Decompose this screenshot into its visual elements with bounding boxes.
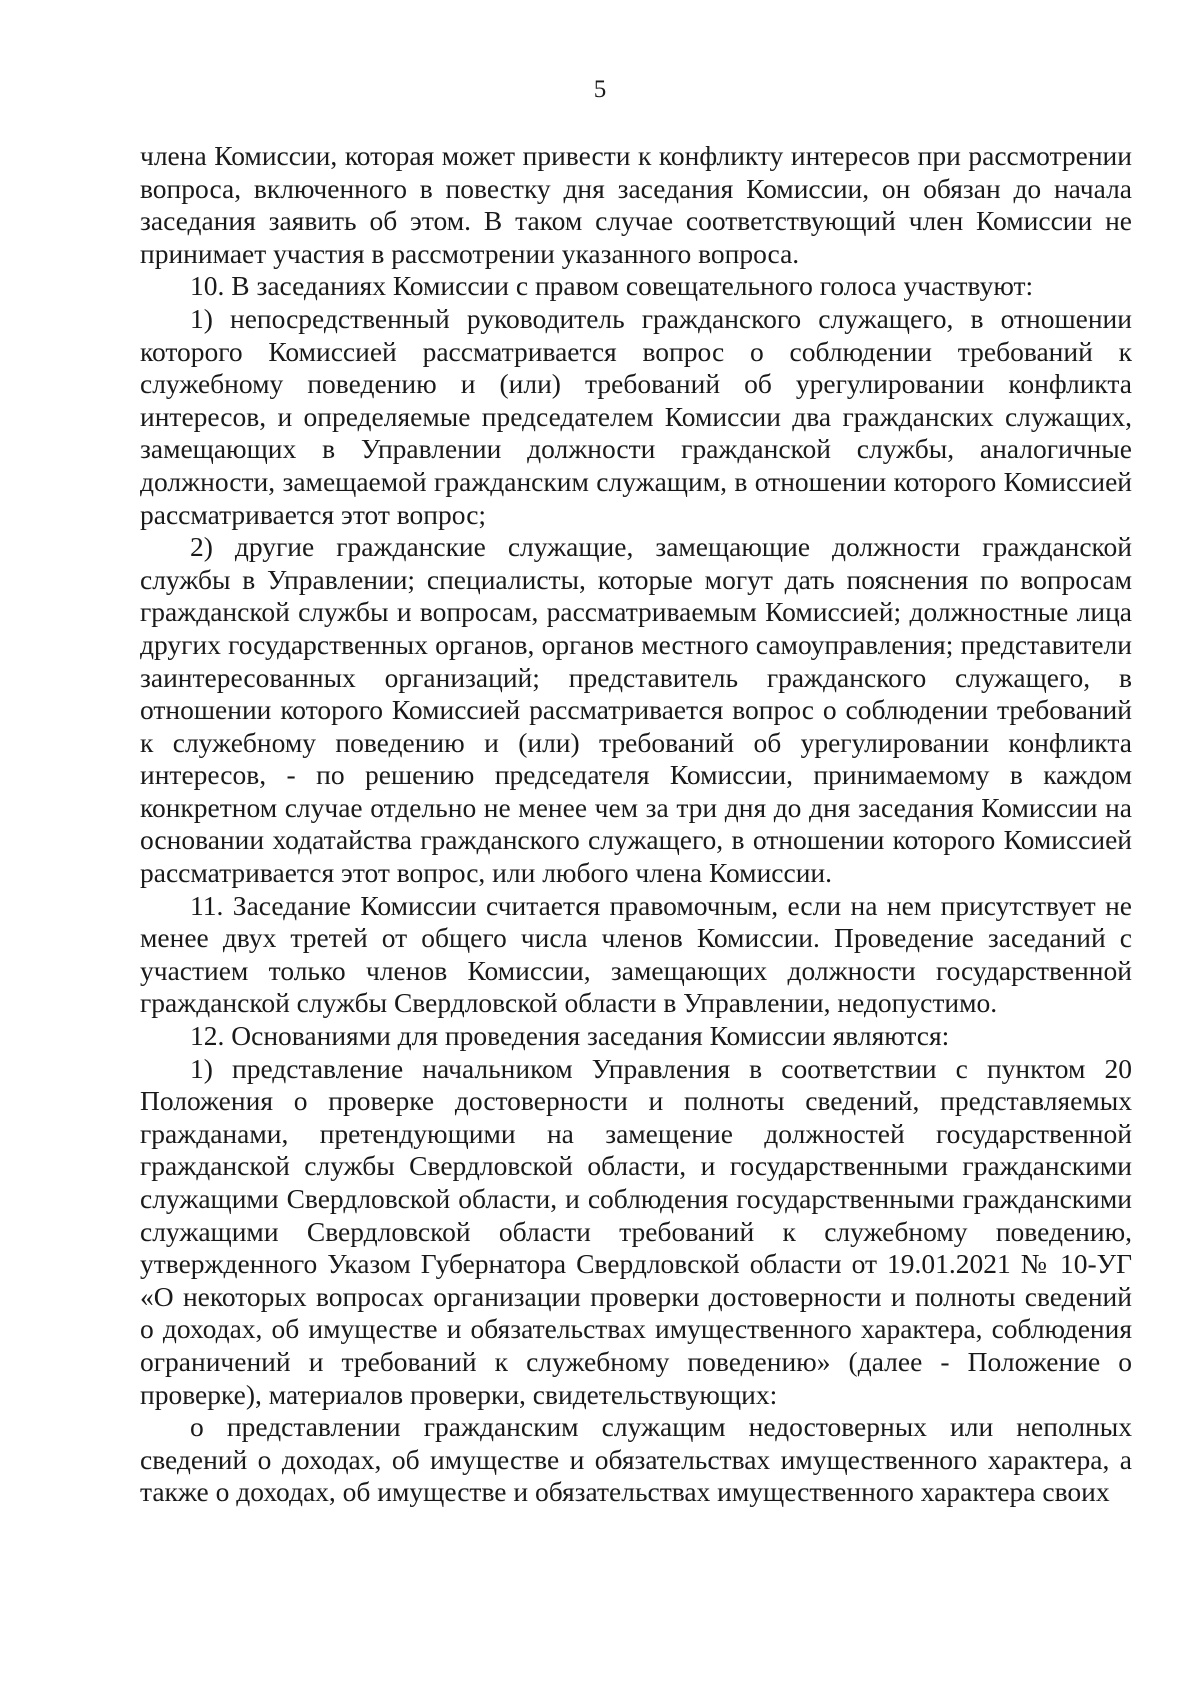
- paragraph-item-10: 10. В заседаниях Комиссии с правом совещательного голоса участвуют:: [190, 270, 1034, 302]
- paragraph-item-11: 11. Заседание Комиссии считается правомочным, если на нем присутствует не менее двух третей от общего числа членов Комиссии. Проведение заседаний с участием только членов Комиссии, замещающих должности государственной гражданской службы Свердловской области в Управлении, недопустимо.: [140, 889, 1132, 1019]
- paragraph-item-10-2: 2) другие гражданские служащие, замещающие должности гражданской службы в Управлении; специалисты, которые могут дать пояснения по вопросам гражданской службы и вопросам, рассматриваемым Комиссией; должностные лица других государственных органов, органов местного самоуправления; представители заинтересованных организаций; представитель гражданского служащего, в отношении которого Комиссией рассматривается вопрос о соблюдении требований к служебному поведению и (или) требований об урегулировании конфликта интересов, - по решению председателя Комиссии, принимаемому в каждом конкретном случае отдельно не менее чем за три дня до дня заседания Комиссии на основании ходатайства гражданского служащего, в отношении которого Комиссией рассматривается этот вопрос, или любого члена Комиссии.: [140, 531, 1132, 889]
- paragraph-item-10-1: 1) непосредственный руководитель гражданского служащего, в отношении которого Комиссией рассматривается вопрос о соблюдении требований к служебному поведению и (или) требований об урегулировании конфликта интересов, и определяемые председателем Комиссии два гражданских служащих, замещающих в Управлении должности гражданской службы, аналогичные должности, замещаемой гражданским служащим, в отношении которого Комиссией рассматривается этот вопрос;: [140, 302, 1132, 530]
- document-body: [140, 140, 1132, 1509]
- paragraph-item-12: 12. Основаниями для проведения заседания Комиссии являются:: [190, 1020, 950, 1052]
- page-number: 5: [593, 76, 607, 103]
- paragraph-continuation: члена Комиссии, которая может привести к конфликту интересов при рассмотрении вопроса, включенного в повестку дня заседания Комиссии, он обязан до начала заседания заявить об этом. В таком случае соответствующий член Комиссии не принимает участия в рассмотрении указанного вопроса.: [140, 140, 1132, 269]
- paragraph-item-12-1: 1) представление начальником Управления в соответствии с пунктом 20 Положения о проверке достоверности и полноты сведений, представляемых гражданами, претендующими на замещение должностей государственной гражданской службы Свердловской области, и государственными гражданскими служащими Свердловской области, и соблюдения государственными гражданскими служащими Свердловской области требований к служебному поведению, утвержденного Указом Губернатора Свердловской области от 19.01.2021 № 10-УГ «О некоторых вопросах организации проверки достоверности и полноты сведений о доходах, об имуществе и обязательствах имущественного характера, соблюдения ограничений и требований к служебному поведению» (далее - Положение о проверке), материалов проверки, свидетельствующих:: [140, 1052, 1132, 1410]
- paragraph-item-12-1-a: о представлении гражданским служащим недостоверных или неполных сведений о доходах, об имуществе и обязательствах имущественного характера, а также о доходах, об имуществе и обязательствах имущественного характера своих: [140, 1411, 1132, 1508]
